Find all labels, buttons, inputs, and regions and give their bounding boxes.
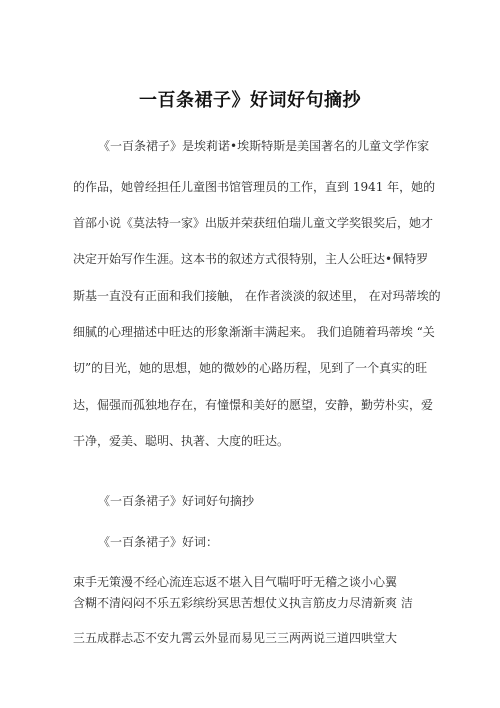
intro-line-2: 的作品，她曾经担任儿童图书馆管理员的工作，直到 1941 年，她的 bbox=[73, 180, 436, 194]
intro-line-5: 斯基一直没有正面和我们接触， 在作者淡淡的叙述里， 在对玛蒂埃的 bbox=[73, 289, 441, 303]
word-line-1: 束手无策漫不经心流连忘返不堪入目气喘吁吁无稽之谈小心翼 bbox=[73, 575, 398, 589]
intro-line-1: 《一百条裙子》是埃莉诺•埃斯特斯是美国著名的儿童文学作家 bbox=[98, 139, 430, 153]
intro-line-6: 细腻的心理描述中旺达的形象渐渐丰满起来。 我们追随着玛蒂埃 “关 bbox=[73, 325, 435, 339]
intro-line-9: 干净，爱美、聪明、执著、大度的旺达。 bbox=[73, 434, 290, 448]
section-heading-words: 《一百条裙子》好词： bbox=[98, 535, 219, 549]
intro-line-7: 切”的目光，她的思想，她的微妙的心路历程，见到了一个真实的旺 bbox=[73, 361, 428, 375]
intro-line-3: 首部小说《莫法特一家》出版并荣获纽伯瑞儿童文学奖银奖后，她才 bbox=[73, 216, 434, 230]
section-heading-excerpts: 《一百条裙子》好词好句摘抄 bbox=[98, 494, 255, 508]
page-title: 一百条裙子》好词好句摘抄 bbox=[139, 90, 361, 111]
intro-line-4: 决定开始写作生涯。这本书的叙述方式很特别，主人公旺达•佩特罗 bbox=[73, 252, 429, 266]
intro-line-8: 达，倔强而孤独地存在，有憧憬和美好的愿望，安静，勤劳朴实，爱 bbox=[73, 398, 434, 412]
word-line-2: 含糊不清闷闷不乐五彩缤纷冥思苦想仗义执言筋皮力尽清新爽 洁 bbox=[73, 596, 413, 610]
word-line-3: 三五成群忐忑不安九霄云外显而易见三三两两说三道四哄堂大 bbox=[73, 631, 398, 645]
